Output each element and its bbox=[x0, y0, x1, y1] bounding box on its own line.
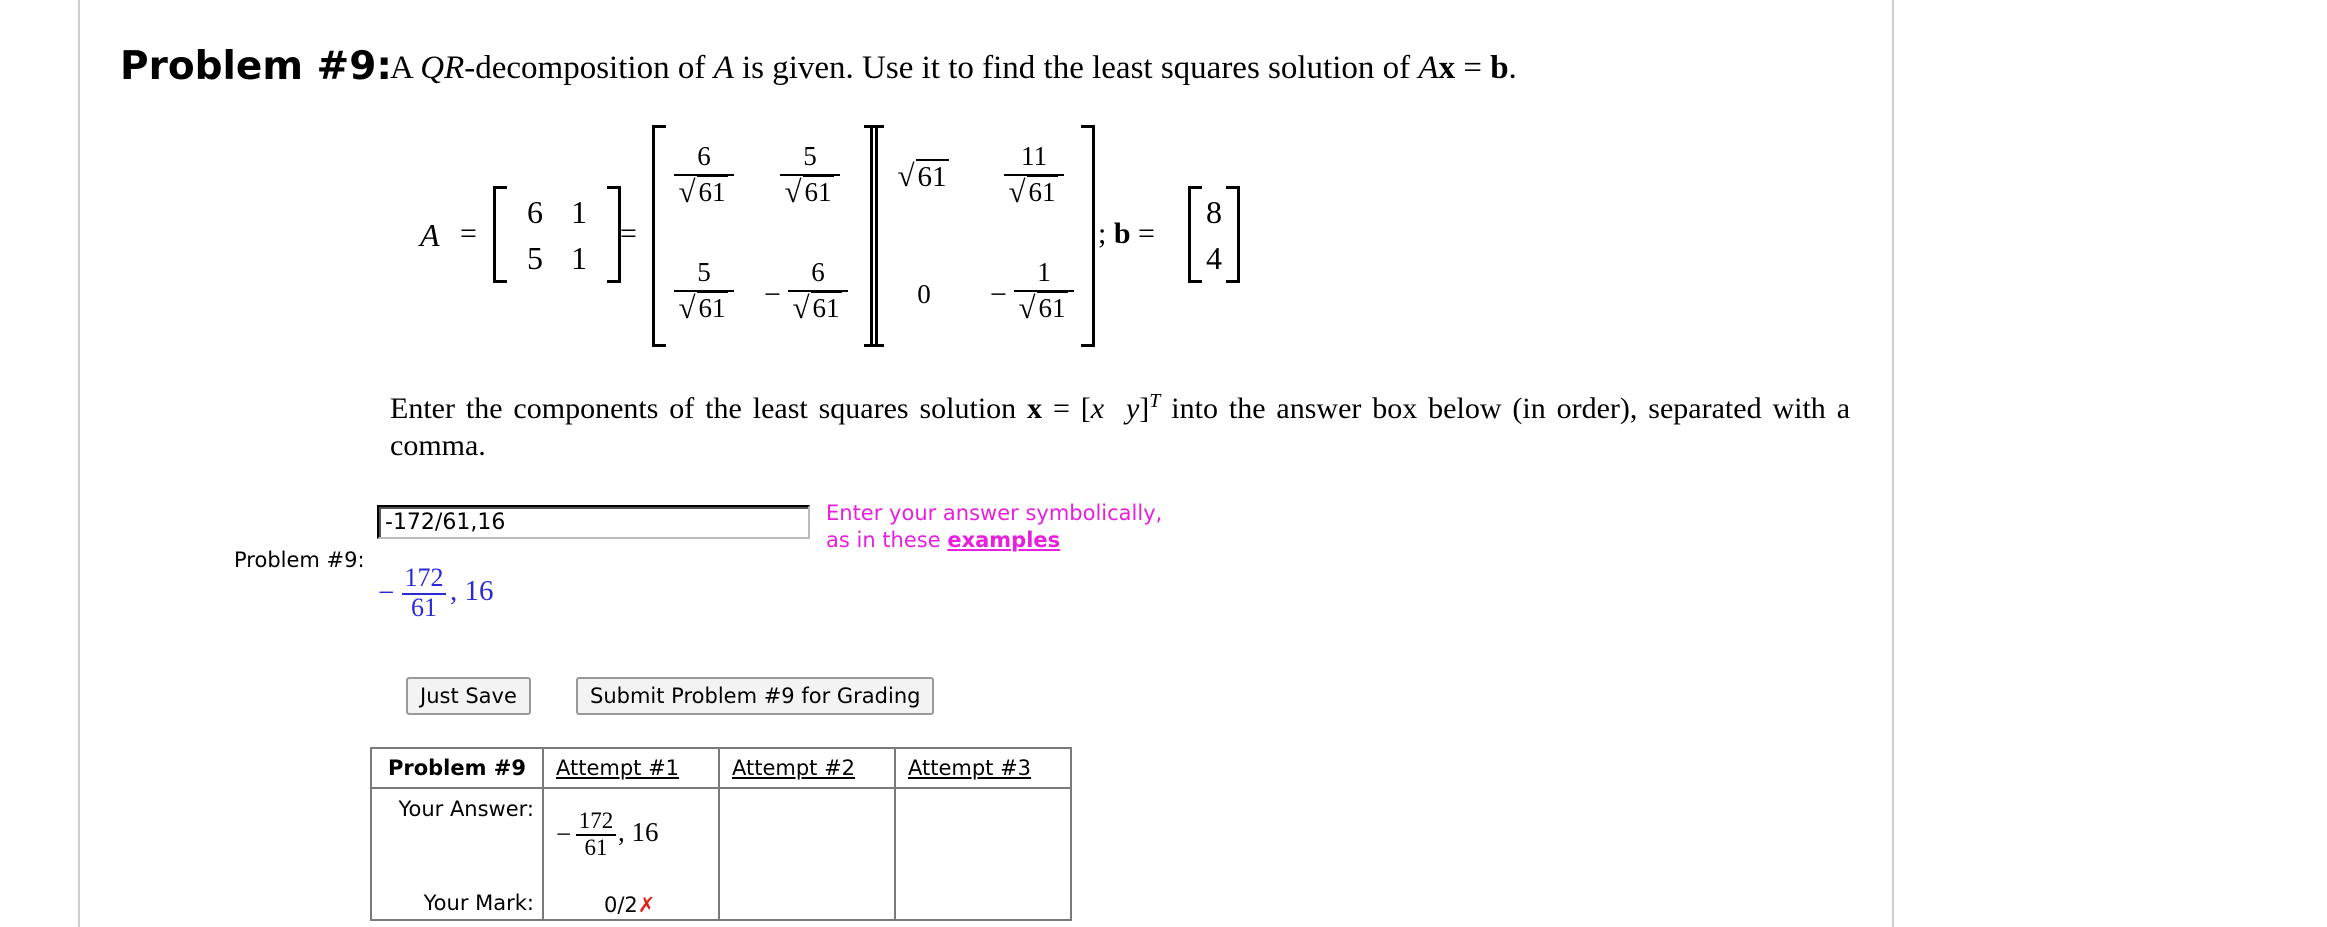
minus-sign: − bbox=[378, 577, 395, 609]
matrix-Q-cell: 6 √ 61 bbox=[788, 259, 848, 322]
equals-sign: = bbox=[460, 217, 477, 250]
hint-line-2: as in these bbox=[826, 528, 941, 552]
left-page-border bbox=[78, 0, 80, 927]
your-answer-label: Your Answer: bbox=[398, 797, 534, 821]
vector-b-cell: 8 bbox=[1206, 194, 1222, 230]
matrix-R-cell: 0 bbox=[917, 279, 931, 309]
minus-sign: − bbox=[764, 278, 781, 311]
matrix-A-cell: 5 bbox=[527, 240, 543, 276]
matrix-A bbox=[493, 186, 621, 283]
instructions-text: Enter the components of the least squares solution x = [x y]$^T$ into the answer box below (in order), separated with a comma. bbox=[390, 390, 1851, 462]
attempt-3-link[interactable]: Attempt #3 bbox=[895, 748, 1071, 788]
matrix-R-cell: 1 √ 61 bbox=[1014, 259, 1074, 322]
attempts-table bbox=[370, 747, 1072, 921]
matrix-A-cell: 1 bbox=[571, 194, 587, 230]
equals-sign: = bbox=[620, 217, 637, 250]
vector-b bbox=[1188, 186, 1240, 283]
attempt-1-mark: 0/2✗ bbox=[604, 893, 656, 917]
problem-heading: Problem #9: bbox=[120, 44, 392, 89]
matrix-R-cell: 11 √ 61 bbox=[1004, 143, 1064, 206]
problem-label: Problem #9: bbox=[234, 548, 365, 572]
vector-b-cell: 4 bbox=[1206, 240, 1222, 276]
labels-cell bbox=[371, 788, 543, 920]
table-row bbox=[371, 788, 1071, 920]
b-label: ; b = bbox=[1098, 217, 1155, 250]
attempt-2-cell bbox=[719, 788, 895, 920]
matrix-A-cell: 1 bbox=[571, 240, 587, 276]
table-row bbox=[371, 748, 1071, 788]
preview-rest: , 16 bbox=[450, 575, 494, 607]
matrix-Q bbox=[652, 125, 878, 347]
problem-statement: A QR-decomposition of A is given. Use it to find the least squares solution of Ax = b. bbox=[390, 50, 1517, 86]
matrix-A-label: A bbox=[420, 217, 440, 253]
examples-link[interactable]: examples bbox=[947, 528, 1061, 552]
just-save-button[interactable]: Just Save bbox=[406, 677, 531, 715]
answer-fraction: 172 61 bbox=[576, 809, 616, 859]
attempt-1-cell bbox=[543, 788, 719, 920]
matrix-R-cell: √ 61 bbox=[894, 163, 954, 192]
matrix-R bbox=[870, 125, 1095, 347]
matrix-A-cell: 6 bbox=[527, 194, 543, 230]
answer-hint bbox=[826, 500, 1162, 554]
matrix-Q-cell: 6 √ 61 bbox=[674, 143, 734, 206]
minus-sign: − bbox=[990, 278, 1007, 311]
submit-button[interactable]: Submit Problem #9 for Grading bbox=[576, 677, 934, 715]
attempt-2-link[interactable]: Attempt #2 bbox=[719, 748, 895, 788]
attempts-header: Problem #9 bbox=[371, 748, 543, 788]
preview-fraction: 172 61 bbox=[402, 565, 446, 621]
hint-line-1: Enter your answer symbolically, bbox=[826, 501, 1163, 525]
answer-preview bbox=[378, 565, 528, 625]
incorrect-icon: ✗ bbox=[637, 893, 656, 917]
attempt-1-answer bbox=[556, 809, 676, 859]
matrix-Q-cell: 5 √ 61 bbox=[780, 143, 840, 206]
matrix-Q-cell: 5 √ 61 bbox=[674, 259, 734, 322]
attempt-1-link[interactable]: Attempt #1 bbox=[543, 748, 719, 788]
answer-rest: , 16 bbox=[618, 817, 659, 847]
answer-input[interactable] bbox=[377, 505, 810, 539]
right-page-border bbox=[1892, 0, 1894, 927]
your-mark-label: Your Mark: bbox=[423, 891, 534, 915]
minus-sign: − bbox=[556, 819, 572, 849]
attempt-3-cell bbox=[895, 788, 1071, 920]
